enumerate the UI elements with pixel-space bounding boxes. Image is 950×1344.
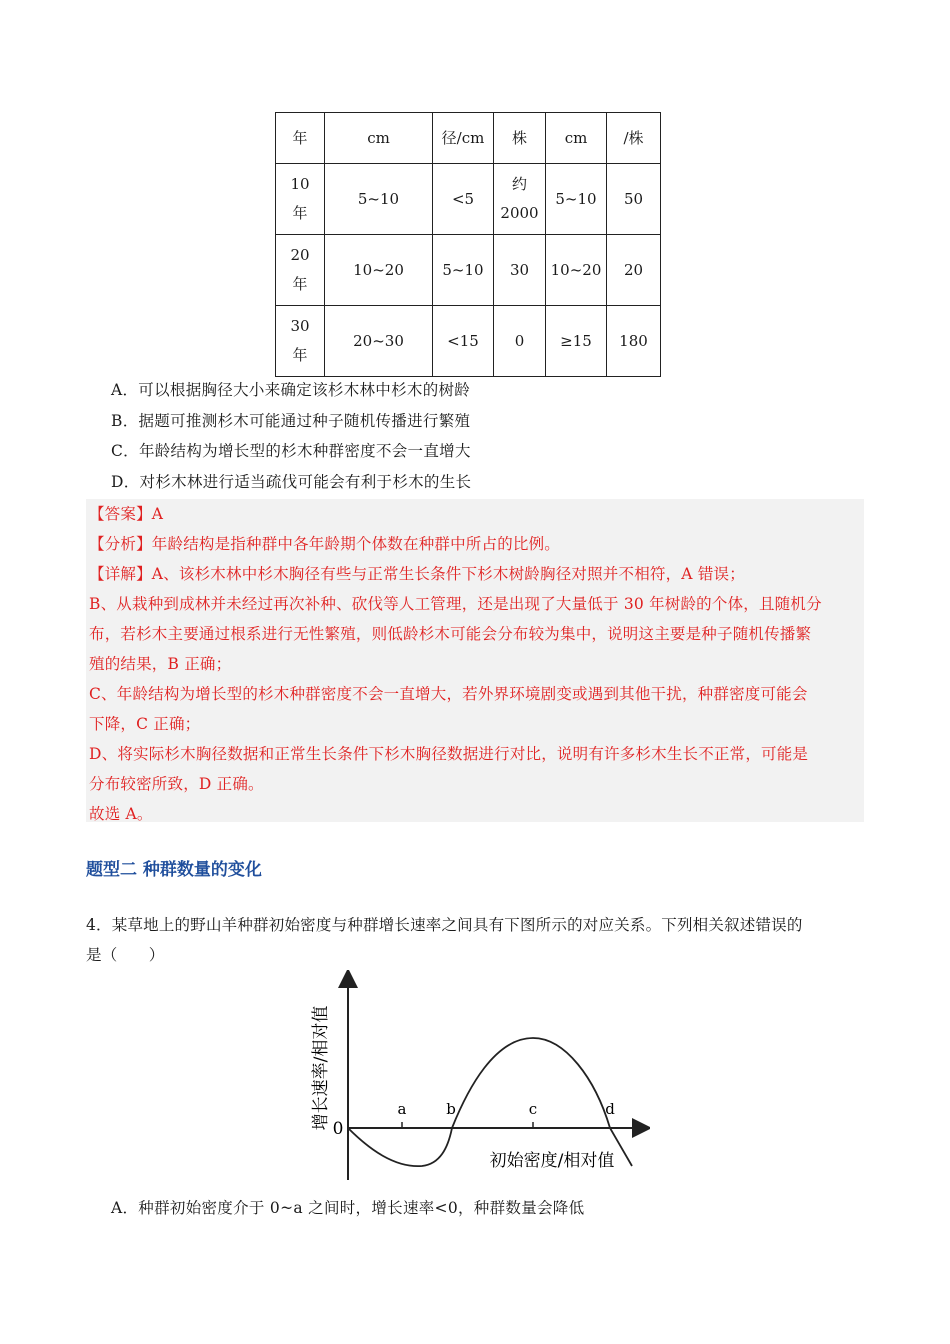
table-cell: 5~10 — [325, 164, 433, 235]
q4-option-a: A．种群初始密度介于 0~a 之间时，增长速率<0，种群数量会降低 — [111, 1199, 585, 1217]
section-heading: 题型二 种群数量的变化 — [86, 860, 262, 880]
table-cell: 180 — [607, 306, 661, 377]
table-row — [276, 113, 661, 164]
table-cell: cm — [325, 113, 433, 164]
table-cell: 10~20 — [325, 235, 433, 306]
tree-data-table — [275, 112, 661, 377]
table-row — [276, 235, 661, 306]
table-cell: 5~10 — [433, 235, 494, 306]
table-cell: 株 — [494, 113, 546, 164]
table-cell: 10~20 — [546, 235, 607, 306]
table-cell: cm — [546, 113, 607, 164]
answer-label: 【答案】A — [89, 505, 164, 523]
conclusion-text: 故选 A。 — [89, 805, 153, 823]
y-axis-label: 增长速率/相对值 — [311, 1005, 331, 1131]
table-cell: 5~10 — [546, 164, 607, 235]
origin-label: 0 — [332, 1119, 344, 1139]
table-cell: 20 — [607, 235, 661, 306]
detail-text: B、从栽种到成林并未经过再次补种、砍伐等人工管理，还是出现了大量低于 30 年树龄的个体，且随机分 — [89, 595, 822, 613]
analysis-text: 【分析】年龄结构是指种群中各年龄期个体数在种群中所占的比例。 — [89, 535, 561, 553]
table-cell: 20 年 — [276, 235, 325, 306]
table-cell: 约 2000 — [494, 164, 546, 235]
option-a: A．可以根据胸径大小来确定该杉木林中杉木的树龄 — [111, 381, 471, 399]
question-4-text: 是（ ） — [86, 946, 165, 964]
table-cell: 年 — [276, 113, 325, 164]
growth-rate-graph — [300, 970, 650, 1185]
point-label-c: c — [528, 1100, 538, 1118]
detail-text: 下降，C 正确； — [89, 715, 201, 733]
table-cell: 0 — [494, 306, 546, 377]
table-row — [276, 306, 661, 377]
table-cell: ≥15 — [546, 306, 607, 377]
x-axis-label: 初始密度/相对值 — [489, 1151, 615, 1171]
table-cell: <5 — [433, 164, 494, 235]
detail-text: 【详解】A、该杉木林中杉木胸径有些与正常生长条件下杉木树龄胸径对照并不相符，A 错误； — [89, 565, 745, 583]
table-cell: 50 — [607, 164, 661, 235]
table-cell: 30 — [494, 235, 546, 306]
table-cell: 30 年 — [276, 306, 325, 377]
table-cell: <15 — [433, 306, 494, 377]
detail-text: 殖的结果，B 正确； — [89, 655, 232, 673]
point-label-b: b — [446, 1100, 456, 1118]
table-cell: 径/cm — [433, 113, 494, 164]
option-b: B．据题可推测杉木可能通过种子随机传播进行繁殖 — [111, 412, 471, 430]
table-row — [276, 164, 661, 235]
question-4-text: 4．某草地上的野山羊种群初始密度与种群增长速率之间具有下图所示的对应关系。下列相关叙述错误的 — [86, 916, 803, 934]
table-cell: /株 — [607, 113, 661, 164]
table-cell: 10 年 — [276, 164, 325, 235]
point-label-d: d — [605, 1100, 615, 1118]
table-cell: 20~30 — [325, 306, 433, 377]
option-d: D．对杉木林进行适当疏伐可能会有利于杉木的生长 — [111, 473, 472, 491]
detail-text: 布，若杉木主要通过根系进行无性繁殖，则低龄杉木可能会分布较为集中，说明这主要是种子随机传播繁 — [89, 625, 812, 643]
detail-text: D、将实际杉木胸径数据和正常生长条件下杉木胸径数据进行对比，说明有许多杉木生长不正常，可能是 — [89, 745, 809, 763]
option-c: C．年龄结构为增长型的杉木种群密度不会一直增大 — [111, 442, 471, 460]
detail-text: C、年龄结构为增长型的杉木种群密度不会一直增大，若外界环境剧变或遇到其他干扰，种群密度可能会 — [89, 685, 808, 703]
detail-text: 分布较密所致，D 正确。 — [89, 775, 264, 793]
growth-rate-curve — [348, 1038, 632, 1166]
point-label-a: a — [397, 1100, 407, 1118]
